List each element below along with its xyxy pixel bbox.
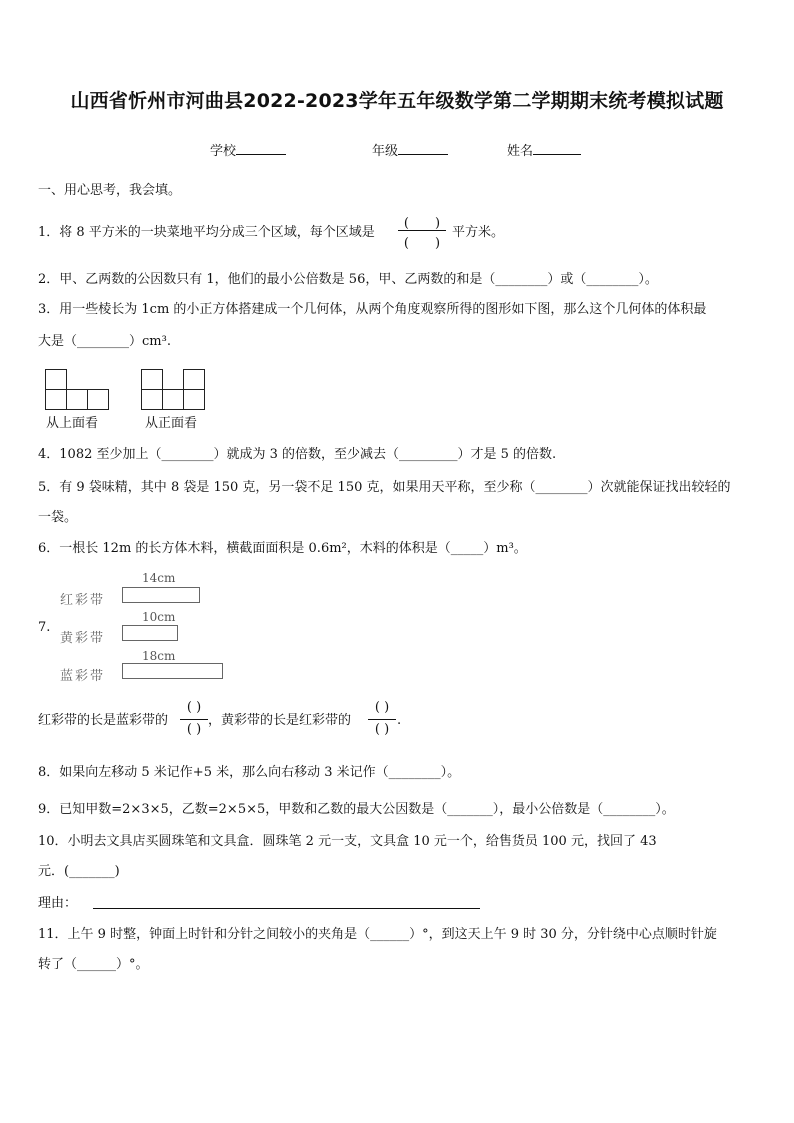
- question-11-line2: 转了（______）°。: [38, 957, 149, 972]
- blue-ribbon-length: 18cm: [142, 649, 176, 663]
- front-view-cell: [183, 369, 205, 390]
- name-blank[interactable]: [533, 142, 581, 155]
- front-view-cell: [162, 389, 184, 410]
- school-blank[interactable]: [236, 142, 286, 155]
- question-3-line1: 3．用一些棱长为 1cm 的小正方体搭建成一个几何体，从两个角度观察所得的图形如下图，那么这个几何体的体积最: [38, 302, 707, 317]
- top-view-figure: [45, 369, 111, 411]
- question-7-fraction-b: [368, 700, 396, 738]
- blue-ribbon-bar: [122, 663, 223, 679]
- question-7-end: .: [397, 713, 402, 728]
- school-field: [210, 142, 286, 160]
- yellow-ribbon-label: 黄彩带: [60, 631, 106, 646]
- question-7-fraction-a: [180, 700, 208, 738]
- yellow-ribbon-bar: [122, 625, 178, 641]
- question-7-number: 7.: [38, 620, 51, 635]
- front-view-label: 从正面看: [145, 416, 198, 431]
- front-view-cell: [141, 389, 163, 410]
- top-view-label: 从上面看: [46, 416, 99, 431]
- question-9: 9．已知甲数=2×3×5，乙数=2×5×5，甲数和乙数的最大公因数是（_______），最小公倍数是（________）。: [38, 802, 675, 817]
- question-2: 2．甲、乙两数的公因数只有 1，他们的最小公倍数是 56，甲、乙两数的和是（________）或（________）。: [38, 272, 658, 287]
- question-3-line2: 大是（________）cm³.: [38, 334, 171, 349]
- front-view-figure: [141, 369, 207, 411]
- red-ribbon-bar: [122, 587, 200, 603]
- grade-blank[interactable]: [398, 142, 448, 155]
- grade-label: 年级: [372, 144, 399, 159]
- yellow-ribbon-length: 10cm: [142, 610, 176, 624]
- question-1-text: 1．将 8 平方米的一块菜地平均分成三个区域，每个区域是: [38, 225, 375, 240]
- page-title: 山西省忻州市河曲县2022-2023学年五年级数学第二学期期末统考模拟试题: [70, 90, 724, 112]
- school-label: 学校: [210, 144, 237, 159]
- fraction-numerator[interactable]: ( ): [186, 700, 202, 715]
- fraction-bar: [180, 719, 208, 720]
- blue-ribbon-label: 蓝彩带: [60, 669, 106, 684]
- grade-field: [372, 142, 448, 160]
- reason-label: 理由：: [38, 896, 78, 911]
- front-view-cell: [141, 369, 163, 390]
- fraction-denominator[interactable]: ( ): [403, 236, 441, 251]
- fraction-numerator[interactable]: ( ): [374, 700, 390, 715]
- question-11-line1: 11．上午 9 时整，钟面上时针和分针之间较小的夹角是（______）°，到这天上午 9 时 30 分，分针绕中心点顺时针旋: [38, 927, 717, 942]
- question-7-part-a: 红彩带的长是蓝彩带的: [38, 713, 169, 728]
- question-5-line2: 一袋。: [38, 510, 78, 525]
- question-8: 8．如果向左移动 5 米记作+5 米，那么向右移动 3 米记作（________）。: [38, 765, 461, 780]
- name-field: [507, 142, 581, 160]
- top-view-cell: [87, 389, 109, 410]
- question-7-part-b: ，黄彩带的长是红彩带的: [208, 713, 352, 728]
- name-label: 姓名: [507, 144, 534, 159]
- question-4: 4．1082 至少加上（________）就成为 3 的倍数，至少减去（_________）才是 5 的倍数.: [38, 447, 557, 462]
- question-6: 6．一根长 12m 的长方体木料，横截面面积是 0.6m²，木料的体积是（_____）m³。: [38, 541, 527, 556]
- question-1-unit: 平方米。: [452, 225, 505, 240]
- reason-answer-line[interactable]: [93, 908, 480, 909]
- top-view-cell: [45, 369, 67, 390]
- top-view-cell: [66, 389, 88, 410]
- top-view-cell: [45, 389, 67, 410]
- red-ribbon-label: 红彩带: [60, 593, 106, 608]
- fraction-bar: [398, 230, 446, 231]
- fraction-denominator[interactable]: ( ): [186, 722, 202, 737]
- question-5-line1: 5．有 9 袋味精，其中 8 袋是 150 克，另一袋不足 150 克，如果用天平称，至少称（________）次就能保证找出较轻的: [38, 480, 731, 495]
- red-ribbon-length: 14cm: [142, 571, 176, 585]
- fraction-numerator[interactable]: ( ): [403, 216, 441, 231]
- question-10-line1: 10．小明去文具店买圆珠笔和文具盒．圆珠笔 2 元一支，文具盒 10 元一个，给售货员 100 元，找回了 43: [38, 834, 657, 849]
- question-1-fraction: [398, 212, 446, 251]
- section-heading: 一、用心思考，我会填。: [38, 183, 182, 198]
- fraction-bar: [368, 719, 396, 720]
- fraction-denominator[interactable]: ( ): [374, 722, 390, 737]
- front-view-cell: [183, 389, 205, 410]
- question-10-line2: 元．(_______): [38, 864, 120, 879]
